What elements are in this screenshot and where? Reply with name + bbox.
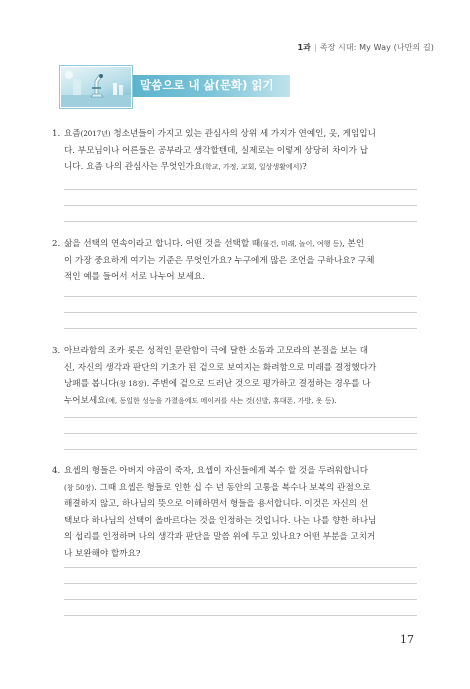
question-line <box>52 253 418 270</box>
question-number: 3. <box>52 346 61 356</box>
question-text: ? <box>302 162 307 172</box>
question-text: 이 가장 중요하게 여기는 기준은 무엇인가요? 누구에게 많은 조언을 구하나요? 구체 <box>64 255 375 266</box>
question-text: 삶을 선택의 연속이라고 합니다. 어떤 것을 선택할 때 <box>64 239 261 249</box>
question-text: . 주변에 겉으로 드러난 것으로 평가하고 결정하는 경우를 나 <box>146 379 371 389</box>
question-1 <box>52 126 418 176</box>
question-note: (창 18장) <box>116 380 147 388</box>
question-text: 요셉의 형들은 아버지 야곱이 죽자, 요셉이 자신들에게 복수 할 것을 두려워합니다 <box>64 466 369 476</box>
answer-line <box>64 221 417 222</box>
question-line <box>52 143 418 160</box>
question-line <box>52 393 418 410</box>
question-text: 요즘 <box>64 129 81 139</box>
question-text: 니다. 요즘 나의 관심사는 무엇인가요 <box>64 162 203 172</box>
question-note: (2017년) <box>80 130 111 138</box>
question-text: . 그때 요셉은 형들로 인한 십 수 년 동안의 고통을 복수나 보복의 관점으로 <box>94 482 371 493</box>
question-text: 해결하지 않고, 하나님의 뜻으로 이해하면서 형들을 용서합니다. 이것은 자신의 선 <box>64 499 369 509</box>
question-number: 1. <box>52 129 61 139</box>
lesson-title: 족장 시대: My Way (나만의 길) <box>319 43 434 52</box>
answer-line <box>64 205 417 206</box>
answer-line <box>64 567 417 568</box>
question-text: 아브라함의 조카 롯은 성적인 문란함이 극에 달한 소돔과 고모라의 본질을 보는 대 <box>64 346 369 356</box>
question-line <box>52 236 418 253</box>
question-note: (물건, 미래, 놀이, 여행 등) <box>260 240 343 248</box>
question-line <box>52 480 418 497</box>
question-line <box>52 126 418 143</box>
question-line <box>52 529 418 546</box>
answer-line <box>64 189 417 190</box>
question-line <box>52 269 418 286</box>
question-2 <box>52 236 418 286</box>
question-line <box>52 496 418 513</box>
answer-line <box>64 417 417 418</box>
question-text: 나 보완해야 할까요? <box>64 548 141 559</box>
question-line <box>52 463 418 480</box>
question-text: 신, 자신의 생각과 판단의 기초가 된 겉으로 보여지는 화려함으로 미래를 결정했다가 <box>64 362 377 373</box>
answer-line <box>64 296 417 297</box>
question-line <box>52 159 418 176</box>
question-number: 4. <box>52 466 61 476</box>
answer-line <box>64 433 417 434</box>
answer-line <box>64 615 417 616</box>
running-head <box>297 42 434 53</box>
question-text: 낭패를 봅니다 <box>64 379 117 389</box>
question-line <box>52 546 418 563</box>
answer-line <box>64 312 417 313</box>
lesson-label: 1과 <box>297 43 311 52</box>
microscope-photo <box>60 66 132 108</box>
question-line <box>52 513 418 530</box>
answer-line <box>64 328 417 329</box>
question-text: 누어보세요 <box>64 395 106 406</box>
answer-line <box>64 583 417 584</box>
question-text: 의 섭리를 인정하며 나의 생각과 판단을 말씀 위에 두고 있나요? 어떤 부분을 고치거 <box>64 532 376 542</box>
question-text: 다. 부모님이나 어른들은 공부라고 생각할텐데, 실제로는 이렇게 상당히 차이가 납 <box>64 145 369 156</box>
question-line <box>52 376 418 393</box>
answer-line <box>64 449 417 450</box>
banner-title: 말씀으로 내 삶(문화) 읽기 <box>140 78 274 92</box>
question-line <box>52 360 418 377</box>
running-head-separator: | <box>313 43 317 52</box>
question-number: 2. <box>52 239 61 249</box>
page-number: 17 <box>400 633 414 646</box>
question-3 <box>52 343 418 409</box>
question-text: 적인 예를 들어서 서로 나누어 보세요. <box>64 272 205 282</box>
question-text: , 본인 <box>342 239 365 249</box>
section-banner <box>60 66 350 110</box>
question-note: (예, 동일한 성능을 가졌음에도 메이커를 사는 것(신발, 휴대폰, 가방, 옷 등). <box>105 396 337 405</box>
question-line <box>52 343 418 360</box>
answer-line <box>64 599 417 600</box>
question-note: (학교, 가정, 교회, 일상생활에서) <box>202 163 303 171</box>
question-text: 택보다 하나님의 선택이 올바르다는 것을 인정하는 것입니다. 나는 나를 향한 하나님 <box>64 515 377 526</box>
question-note: (창 50장) <box>64 483 95 492</box>
question-text: 청소년들이 가지고 있는 관심사의 상위 세 가지가 연예인, 옷, 게임입니 <box>110 129 376 139</box>
question-4 <box>52 463 418 562</box>
